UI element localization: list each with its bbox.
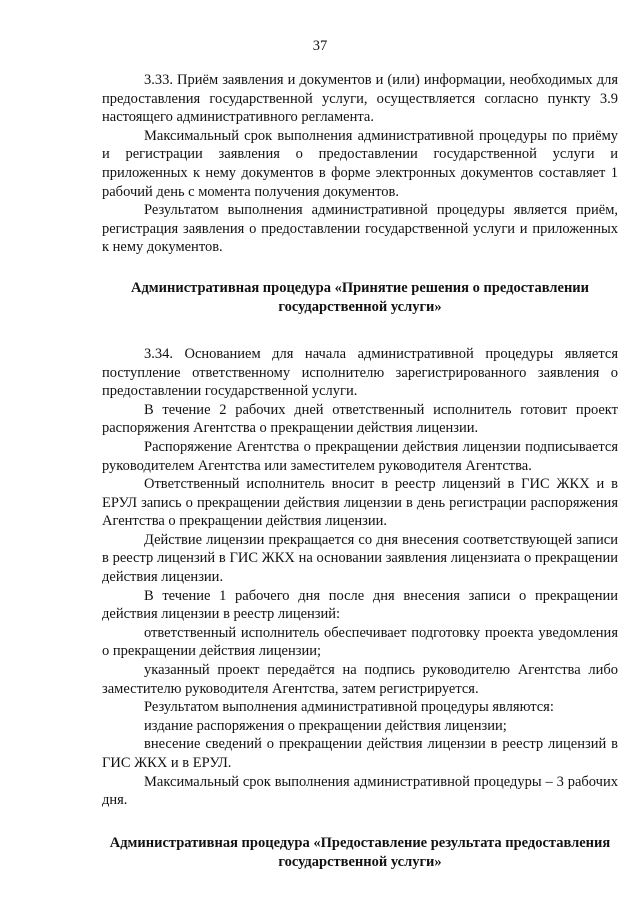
- paragraph-registry-entry: Ответственный исполнитель вносит в реестр лицензий в ГИС ЖКХ и в ЕРУЛ запись о прекращении действия лицензии в день регистрации распоряжения Агентства о прекращении действия лицензии.: [102, 476, 618, 530]
- paragraph-result-registration: Результатом выполнения административной процедуры является приём, регистрация заявления о предоставлении государственной услуги и приложенных к нему документов.: [102, 202, 618, 256]
- page-number: 37: [312, 38, 328, 54]
- section-heading-decision: Административная процедура «Принятие решения о предоставлении государственной услуги»: [130, 279, 590, 315]
- list-item-registry-update: внесение сведений о прекращении действия лицензии в реестр лицензий в ГИС ЖКХ и в ЕРУЛ.: [102, 736, 618, 771]
- paragraph-3-34: 3.34. Основанием для начала административной процедуры является поступление ответственному исполнителю зарегистрированного заявления о предоставлении государственной услуги.: [102, 345, 618, 400]
- paragraph-max-time-registration: Максимальный срок выполнения административной процедуры по приёму и регистрации заявления о предоставлении государственной услуги и приложенных к нему документов в форме электронных документов составляет 1 рабочий день с момента получения документов.: [102, 127, 618, 200]
- paragraph-results-intro: Результатом выполнения административной процедуры являются:: [144, 699, 554, 716]
- paragraph-draft-order: В течение 2 рабочих дней ответственный исполнитель готовит проект распоряжения Агентства о прекращении действия лицензии.: [102, 401, 618, 437]
- paragraph-max-time-decision: Максимальный срок выполнения административной процедуры – 3 рабочих дня.: [102, 773, 618, 809]
- document-body: [102, 71, 618, 872]
- paragraph-one-day-after: В течение 1 рабочего дня после дня внесения записи о прекращении действия лицензии в реестр лицензий:: [102, 587, 618, 623]
- paragraph-3-33: 3.33. Приём заявления и документов и (или) информации, необходимых для предоставления государственной услуги, осуществляется согласно пункту 3.9 настоящего административного регламента.: [102, 72, 618, 126]
- list-item-order-issue: издание распоряжения о прекращении действия лицензии;: [144, 717, 507, 734]
- paragraph-order-signing: Распоряжение Агентства о прекращении действия лицензии подписывается руководителем Агентства или заместителем руководителя Агентства.: [102, 438, 618, 474]
- list-item-draft-signing: указанный проект передаётся на подпись руководителю Агентства либо заместителю руководителя Агентства, затем регистрируется.: [102, 662, 618, 697]
- list-item-notification-draft: ответственный исполнитель обеспечивает подготовку проекта уведомления о прекращении действия лицензии;: [102, 624, 618, 660]
- paragraph-license-termination: Действие лицензии прекращается со дня внесения соответствующей записи в реестр лицензий в ГИС ЖКХ на основании заявления лицензиата о прекращении действия лицензии.: [102, 531, 618, 586]
- section-heading-result-delivery: Административная процедура «Предоставление результата предоставления государственной услуги»: [109, 834, 611, 870]
